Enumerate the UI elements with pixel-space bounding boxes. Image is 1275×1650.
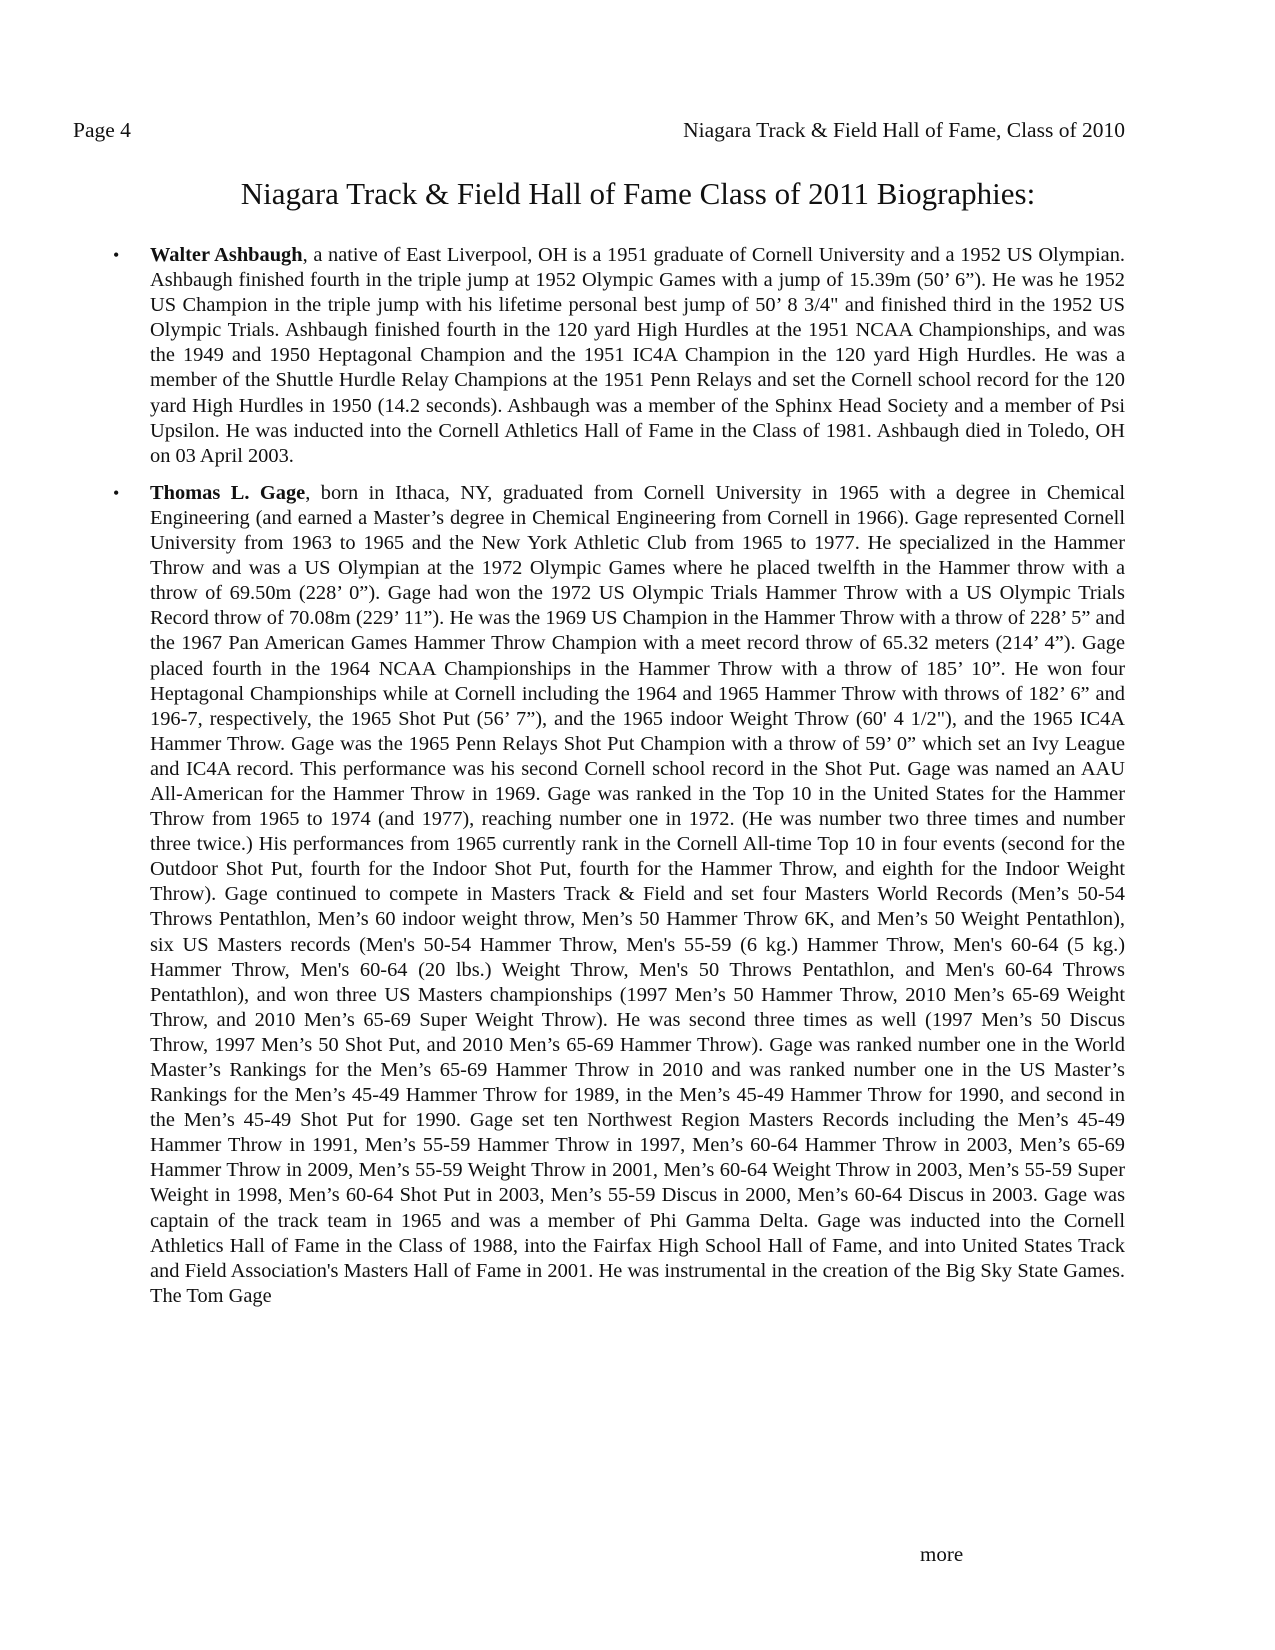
biography-list: [0, 243, 1275, 1321]
page-number: Page 4: [73, 118, 131, 142]
biography-text: , born in Ithaca, NY, graduated from Cornell University in 1965 with a degree in Chemical Engineering (and earned a Master’s degree in Chemical Engineering from Cornell in 1966). Gage represented Cornell University from 1963 to 1965 and the New York Athletic Club from 1965 to 1977. He specialized in the Hammer Throw and was a US Olympian at the 1972 Olympic Games where he placed twelfth in the Hammer throw with a throw of 69.50m (228’ 0”). Gage had won the 1972 US Olympic Trials Hammer Throw with a US Olympic Trials Record throw of 70.08m (229’ 11”). He was the 1969 US Champion in the Hammer Throw with a throw of 228’ 5” and the 1967 Pan American Games Hammer Throw Champion with a meet record throw of 65.32 meters (214’ 4”). Gage placed fourth in the 1964 NCAA Championships in the Hammer Throw with a throw of 185’ 10”. He won four Heptagonal Championships while at Cornell including the 1964 and 1965 Hammer Throw with throws of 182’ 6” and 196-7, respectively, the 1965 Shot Put (56’ 7”), and the 1965 indoor Weight Throw (60' 4 1/2"), and the 1965 IC4A Hammer Throw. Gage was the 1965 Penn Relays Shot Put Champion with a throw of 59’ 0” which set an Ivy League and IC4A record. This performance was his second Cornell school record in the Shot Put. Gage was named an AAU All-American for the Hammer Throw in 1969. Gage was ranked in the Top 10 in the United States for the Hammer Throw from 1965 to 1974 (and 1977), reaching number one in 1972. (He was number two three times and number three twice.) His performances from 1965 currently rank in the Cornell All-time Top 10 in four events (second for the Outdoor Shot Put, fourth for the Indoor Shot Put, fourth for the Hammer Throw, and eighth for the Indoor Weight Throw). Gage continued to compete in Masters Track & Field and set four Masters World Records (Men’s 50-54 Throws Pentathlon, Men’s 60 indoor weight throw, Men’s 50 Hammer Throw 6K, and Men’s 50 Weight Pentathlon), six US Masters records (Men's 50-54 Hammer Throw, Men's 55-59 (6 kg.) Hammer Throw, Men's 60-64 (5 kg.) Hammer Throw, Men's 60-64 (20 lbs.) Weight Throw, Men's 50 Throws Pentathlon, and Men's 60-64 Throws Pentathlon), and won three US Masters championships (1997 Men’s 50 Hammer Throw, 2010 Men’s 65-69 Weight Throw, and 2010 Men’s 65-69 Super Weight Throw). He was second three times as well (1997 Men’s 50 Discus Throw, 1997 Men’s 50 Shot Put, and 2010 Men’s 65-69 Hammer Throw). Gage was ranked number one in the World Master’s Rankings for the Men’s 65-69 Hammer Throw in 2010 and was ranked number one in the US Master’s Rankings for the Men’s 45-49 Hammer Throw for 1989, in the Men’s 45-49 Hammer Throw for 1990, and second in the Men’s 45-49 Shot Put for 1990. Gage set ten Northwest Region Masters Records including the Men’s 45-49 Hammer Throw in 1991, Men’s 55-59 Hammer Throw in 1997, Men’s 60-64 Hammer Throw in 2003, Men’s 65-69 Hammer Throw in 2009, Men’s 55-59 Weight Throw in 2001, Men’s 60-64 Weight Throw in 2003, Men’s 55-59 Super Weight in 1998, Men’s 60-64 Shot Put in 2003, Men’s 55-59 Discus in 2000, Men’s 60-64 Discus in 2003. Gage was captain of the track team in 1965 and was a member of Phi Gamma Delta. Gage was inducted into the Cornell Athletics Hall of Fame in the Class of 1988, into the Fairfax High School Hall of Fame, and into United States Track and Field Association's Masters Hall of Fame in 2001. He was instrumental in the creation of the Big Sky State Games. The Tom Gage: [150, 481, 1125, 1307]
biography-entry-gage: [113, 481, 1125, 1309]
biography-text: , a native of East Liverpool, OH is a 1951 graduate of Cornell University and a 1952 US Olympian. Ashbaugh finished fourth in the triple jump at 1952 Olympic Games with a jump of 15.39m (50’ 6”). He was he 1952 US Champion in the triple jump with his lifetime personal best jump of 50’ 8 3/4" and finished third in the 1952 US Olympic Trials. Ashbaugh finished fourth in the 120 yard High Hurdles at the 1951 NCAA Championships, and was the 1949 and 1950 Heptagonal Champion and the 1951 IC4A Champion in the 120 yard High Hurdles. He was a member of the Shuttle Hurdle Relay Champions at the 1951 Penn Relays and set the Cornell school record for the 120 yard High Hurdles in 1950 (14.2 seconds). Ashbaugh was a member of the Sphinx Head Society and a member of Psi Upsilon. He was inducted into the Cornell Athletics Hall of Fame in the Class of 1981. Ashbaugh died in Toledo, OH on 03 April 2003.: [150, 244, 1125, 467]
bullet-icon: •: [113, 482, 120, 503]
more-continuation-label: more: [920, 1542, 964, 1566]
biography-name: Thomas L. Gage: [150, 481, 306, 504]
running-title: Niagara Track & Field Hall of Fame, Class of 2010: [683, 118, 1125, 142]
bullet-icon: •: [113, 245, 120, 265]
running-header: [73, 118, 1125, 143]
biography-entry-ashbaugh: [113, 243, 1125, 469]
biography-name: Walter Ashbaugh: [150, 244, 303, 266]
page-title: Niagara Track & Field Hall of Fame Class of 2011 Biographies:: [240, 176, 1036, 211]
